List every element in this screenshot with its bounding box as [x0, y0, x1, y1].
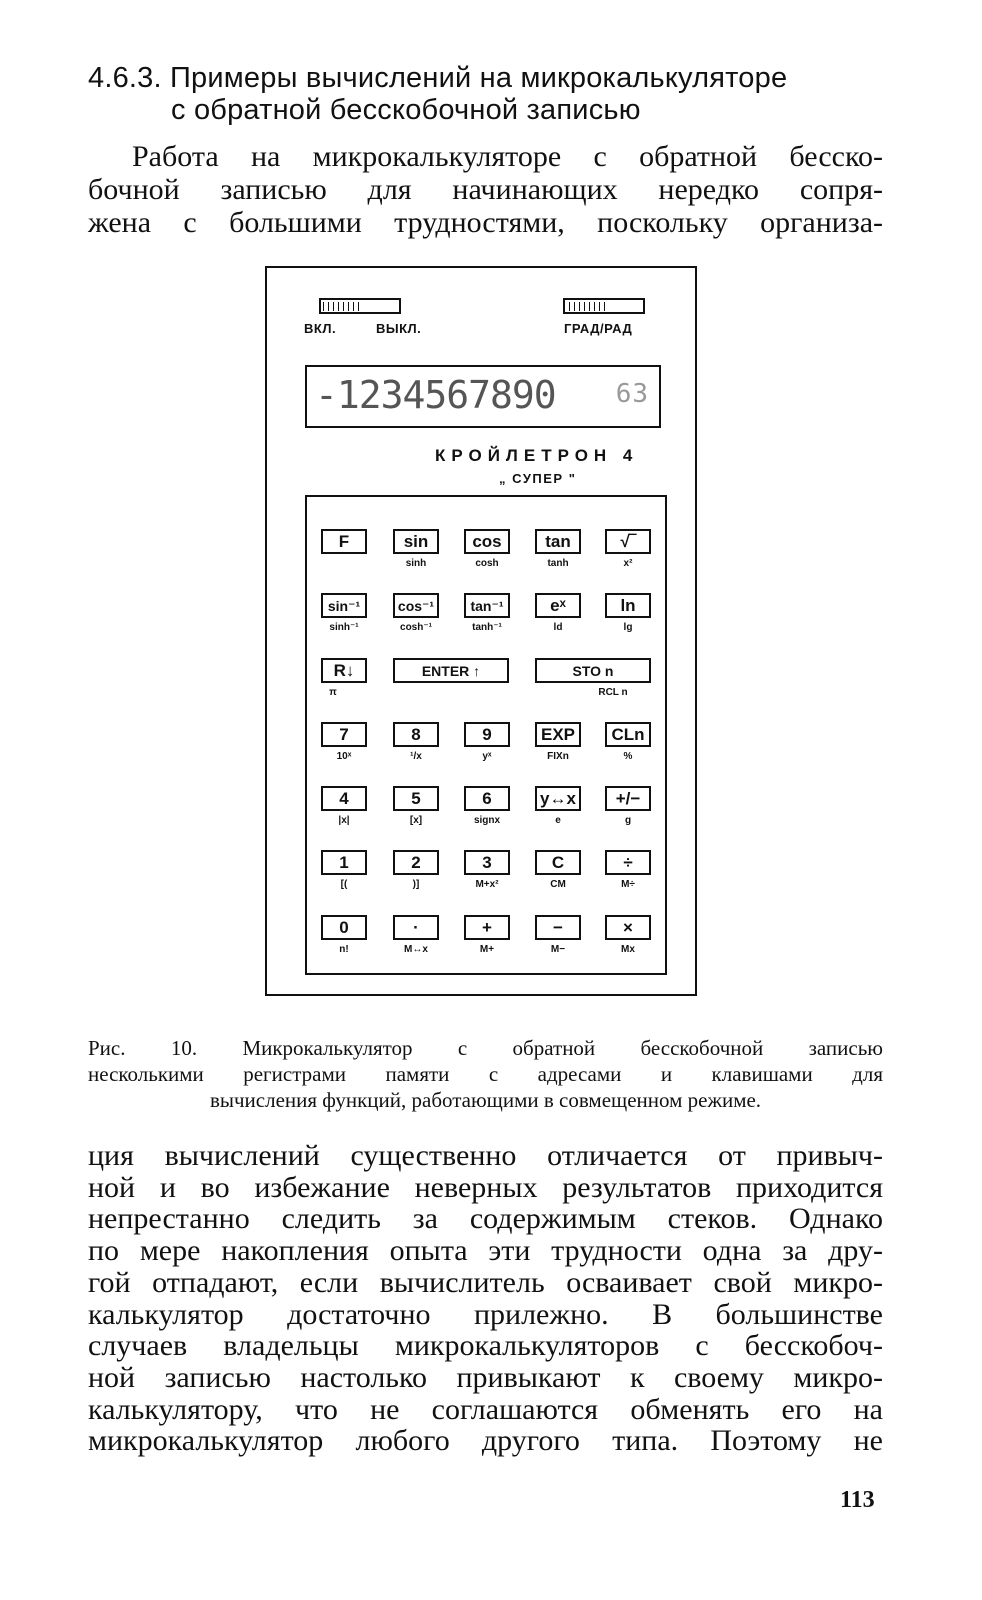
calc-key[interactable]: 5	[393, 786, 439, 811]
key-sublabel: cosh⁻¹	[400, 622, 432, 633]
calc-key[interactable]: 3	[464, 850, 510, 875]
key-sublabel: tanh	[547, 558, 569, 569]
calc-key[interactable]: y↔x	[535, 786, 581, 811]
key-sublabel: n!	[339, 944, 349, 955]
calc-key[interactable]: ·	[393, 915, 439, 940]
key-sublabel: M↔x	[404, 944, 428, 955]
calc-key[interactable]: +	[464, 915, 510, 940]
calc-key[interactable]: cos⁻¹	[393, 593, 439, 618]
key-sublabel: M÷	[621, 879, 635, 890]
paragraph-2-line: ной и во избежание неверных результатов приходится	[88, 1170, 883, 1204]
calc-key[interactable]: +/−	[605, 786, 651, 811]
calc-key[interactable]: sin	[393, 529, 439, 554]
calc-key[interactable]: ÷	[605, 850, 651, 875]
calc-key[interactable]: 2	[393, 850, 439, 875]
paragraph-2-line: гой отпадают, если вычислитель осваивает свой микро-	[88, 1265, 883, 1299]
paragraph-2-line: по мере накопления опыта эти трудности одна за дру-	[88, 1234, 883, 1268]
key-sublabel: RCL n	[598, 687, 628, 698]
calc-key[interactable]: STO n	[535, 658, 651, 683]
calc-key[interactable]: tan	[535, 529, 581, 554]
key-sublabel: g	[624, 815, 632, 826]
angle-switch	[563, 298, 645, 314]
key-sublabel: ¹/x	[410, 751, 422, 762]
brand-name: КРОЙЛЕТРОН 4	[435, 446, 639, 465]
paragraph-1-line: Работа на микрокалькуляторе с обратной бесско-	[132, 140, 883, 173]
key-sublabel: sinh⁻¹	[329, 622, 359, 633]
calc-key[interactable]: CLn	[605, 722, 651, 747]
calc-key[interactable]: ln	[605, 593, 651, 618]
calc-key[interactable]: 6	[464, 786, 510, 811]
key-sublabel: [(	[340, 879, 348, 890]
calc-key[interactable]: 9	[464, 722, 510, 747]
heading-line-2: с обратной бесскобочной записью	[171, 94, 641, 126]
paragraph-2	[88, 1140, 883, 1457]
section-heading	[88, 62, 908, 126]
heading-line-1: 4.6.3. Примеры вычислений на микрокалькуляторе	[88, 62, 788, 94]
calc-key[interactable]: sin⁻¹	[321, 593, 367, 618]
caption-line: Рис. 10. Микрокалькулятор с обратной бесскобочной записью	[88, 1036, 883, 1060]
calc-key[interactable]: 8	[393, 722, 439, 747]
key-sublabel: )]	[412, 879, 420, 890]
calc-key[interactable]: 4	[321, 786, 367, 811]
paragraph-2-line: ция вычислений существенно отличается от привыч-	[88, 1139, 883, 1172]
key-sublabel: x²	[623, 558, 633, 569]
calc-key[interactable]: EXP	[535, 722, 581, 747]
calc-key[interactable]: 0	[321, 915, 367, 940]
paragraph-2-line: ной записью настолько привыкают к своему микро-	[88, 1360, 883, 1394]
paragraph-2-line: калькулятору, что не соглашаются обменять его на	[88, 1392, 883, 1426]
key-sublabel: |x|	[338, 815, 350, 826]
power-switch	[319, 298, 401, 314]
switch-label-off: ВЫКЛ.	[376, 321, 422, 336]
key-sublabel: ld	[553, 622, 563, 633]
key-sublabel: CM	[550, 879, 566, 890]
key-sublabel: sinh	[405, 558, 427, 569]
paragraph-2-line: калькулятор достаточно прилежно. В большинстве	[88, 1297, 883, 1331]
key-sublabel: 10ˣ	[336, 751, 352, 762]
switch-label-on: ВКЛ.	[304, 321, 337, 336]
paragraph-2-line: микрокалькулятор любого другого типа. Поэтому не	[88, 1424, 883, 1458]
key-sublabel: π	[329, 687, 337, 698]
key-sublabel: M−	[550, 944, 566, 955]
calc-key[interactable]: tan⁻¹	[464, 593, 510, 618]
keypad	[305, 495, 667, 975]
calculator-figure	[265, 266, 697, 996]
key-sublabel: M+	[479, 944, 495, 955]
switch-label-angle: ГРАД/РАД	[564, 321, 633, 336]
calc-key[interactable]: √‾	[605, 529, 651, 554]
figure-caption	[88, 1035, 883, 1113]
calc-key[interactable]: −	[535, 915, 581, 940]
key-sublabel: yˣ	[482, 751, 492, 762]
display-digits: -1234567890	[315, 373, 556, 417]
key-sublabel: cosh	[475, 558, 499, 569]
key-sublabel: signx	[473, 815, 501, 826]
calculator-display	[305, 365, 661, 428]
key-sublabel: %	[623, 751, 633, 762]
paragraph-2-line: непрестанно следить за содержимым стеков. Однако	[88, 1202, 883, 1236]
model-name: „ СУПЕР "	[499, 471, 577, 486]
caption-line: несколькими регистрами памяти с адресами и клавишами для	[88, 1062, 883, 1086]
caption-line: вычисления функций, работающими в совмещенном режиме.	[209, 1088, 762, 1112]
calc-key[interactable]: 7	[321, 722, 367, 747]
calc-key[interactable]: ×	[605, 915, 651, 940]
calc-key[interactable]: C	[535, 850, 581, 875]
key-sublabel: tanh⁻¹	[472, 622, 502, 633]
paragraph-2-line: случаев владельцы микрокалькуляторов с бесскобоч-	[88, 1329, 883, 1363]
calc-key[interactable]: R↓	[321, 658, 367, 683]
paragraph-1-line: жена с большими трудностями, поскольку организа-	[88, 206, 883, 239]
key-sublabel: lg	[623, 622, 633, 633]
key-sublabel: [x]	[409, 815, 423, 826]
calc-key[interactable]: 1	[321, 850, 367, 875]
page-number: 113	[840, 1487, 875, 1513]
paragraph-1	[88, 140, 883, 239]
key-sublabel: e	[555, 815, 561, 826]
key-sublabel: Mx	[621, 944, 635, 955]
calc-key[interactable]: eˣ	[535, 593, 581, 618]
display-exponent: 63	[615, 379, 649, 409]
paragraph-1-line: бочной записью для начинающих нередко сопря-	[88, 173, 883, 206]
key-sublabel: M+x²	[475, 879, 499, 890]
calc-key[interactable]: cos	[464, 529, 510, 554]
key-sublabel: FIXn	[547, 751, 569, 762]
calc-key[interactable]: F	[321, 529, 367, 554]
calc-key[interactable]: ENTER ↑	[393, 658, 509, 683]
